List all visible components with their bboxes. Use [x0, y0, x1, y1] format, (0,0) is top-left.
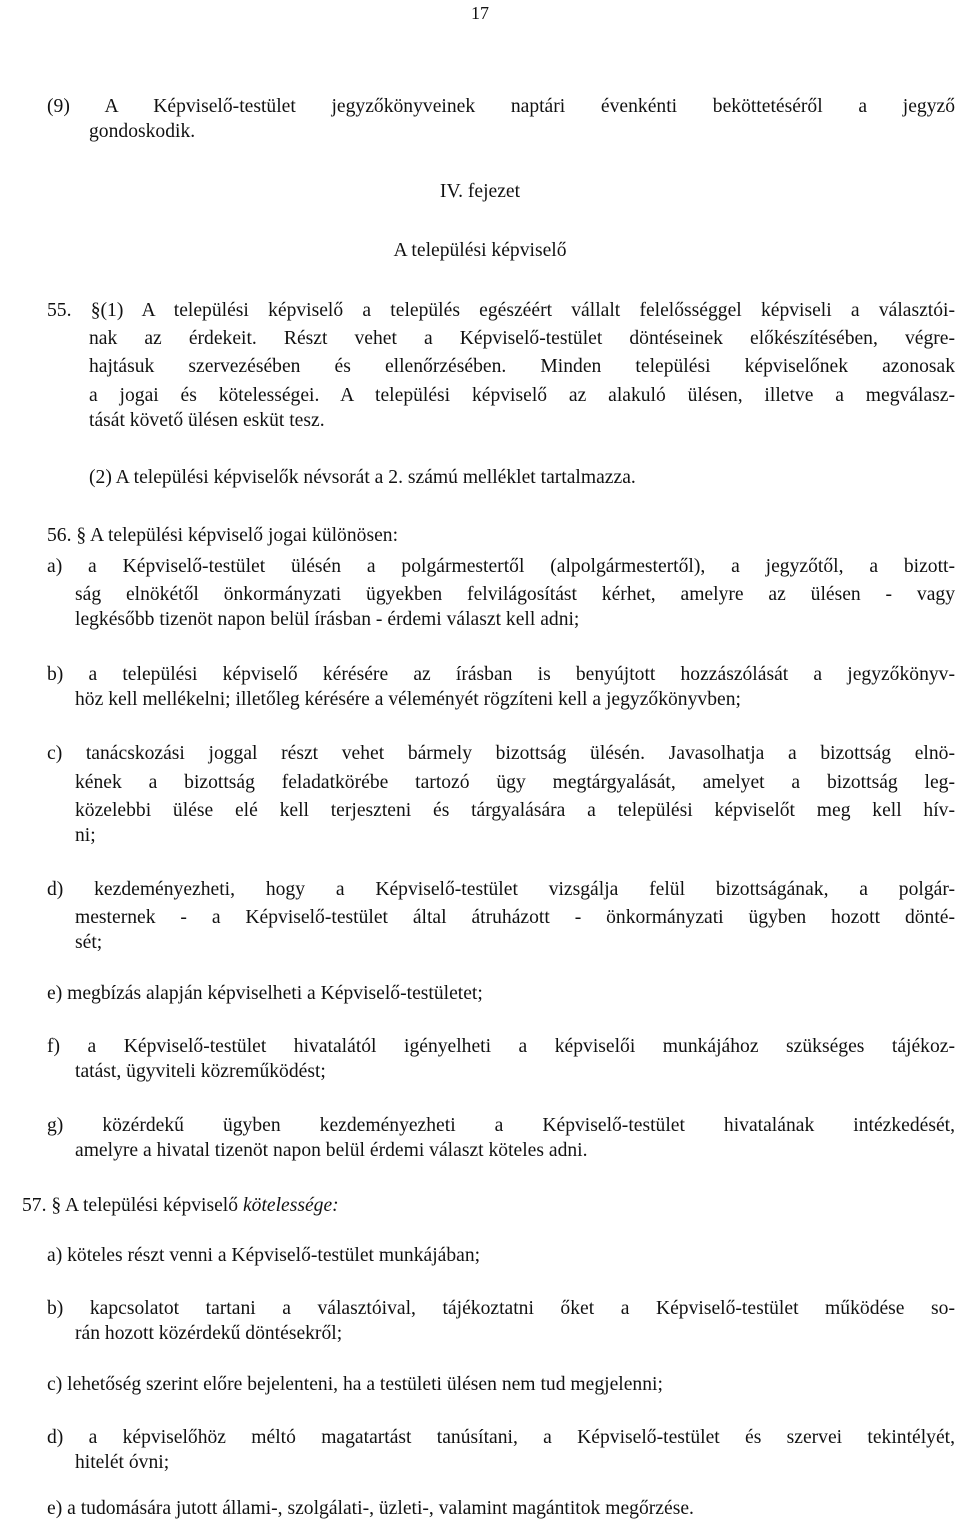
s57-e: e) a tudomására jutott állami-, szolgálati-, üzleti-, valamint magántitok megőrzése.	[47, 1498, 694, 1519]
section-57-heading	[22, 1195, 339, 1217]
s56-f-line1: f) a Képviselő-testület hivatalától igényelheti a képviselői munkájához szükséges tájékoz-	[47, 1036, 955, 1057]
s57-a: a) köteles részt venni a Képviselő-testület munkájában;	[47, 1245, 481, 1266]
s57-d-line2: hitelét óvni;	[75, 1452, 170, 1473]
s56-b-line1: b) a települési képviselő kérésére az írásban is benyújtott hozzászólását a jegyzőkönyv-	[47, 664, 955, 685]
section-55-line3: hajtásuk szervezésében és ellenőrzésében. Minden települési képviselőnek azonosak	[89, 356, 955, 377]
section-57-heading-text: 57. § A települési képviselő	[22, 1195, 243, 1216]
s56-b-line2: höz kell mellékelni; illetőleg kérésére a véleményét rögzíteni kell a jegyzőkönyvben;	[75, 689, 741, 710]
s56-g-line1: g) közérdekű ügyben kezdeményezheti a Képviselő-testület hivatalának intézkedését,	[47, 1115, 955, 1136]
section-55-line1: 55. §(1) A települési képviselő a település egészéért vállalt felelősséggel képviseli a választói-	[47, 300, 955, 321]
chapter-number: IV. fejezet	[439, 181, 521, 202]
s56-a-line2: ság elnökétől önkormányzati ügyekben felvilágosítást kérhet, amelyre az ülésen - vagy	[75, 584, 955, 605]
section-55-line4: a jogai és kötelességei. A települési képviselő az alakuló ülésen, illetve a megválasz-	[89, 385, 955, 406]
s56-d-line2: mesternek - a Képviselő-testület által átruházott - önkormányzati ügyben hozott dönté-	[75, 907, 955, 928]
paragraph-9-line2: gondoskodik.	[89, 121, 196, 142]
section-57-heading-italic: kötelessége:	[242, 1195, 339, 1216]
s56-c-line2: kének a bizottság feladatkörébe tartozó ügy megtárgyalását, amelyet a bizottság leg-	[75, 772, 955, 793]
s56-c-line1: c) tanácskozási joggal részt vehet bármely bizottság ülésén. Javasolhatja a bizottság elnö-	[47, 743, 955, 764]
s56-f-line2: tatást, ügyviteli közreműködést;	[75, 1061, 326, 1082]
s56-a-line3: legkésőbb tizenöt napon belül írásban - érdemi választ kell adni;	[75, 609, 580, 630]
section-56-heading: 56. § A települési képviselő jogai különösen:	[47, 525, 399, 546]
s56-g-line2: amelyre a hivatal tizenöt napon belül érdemi választ köteles adni.	[75, 1140, 588, 1161]
chapter-title: A települési képviselő	[393, 240, 567, 261]
section-55-paragraph-2: (2) A települési képviselők névsorát a 2. számú melléklet tartalmazza.	[89, 467, 636, 488]
s57-b-line1: b) kapcsolatot tartani a választóival, tájékoztatni őket a Képviselő-testület működése so-	[47, 1298, 955, 1319]
s56-c-line3: közelebbi ülése elé kell terjeszteni és tárgyalására a települési képviselőt meg kell hív-	[75, 800, 955, 821]
section-55-line2: nak az érdekeit. Részt vehet a Képviselő-testület döntéseinek előkészítésében, végre-	[89, 328, 955, 349]
s56-e: e) megbízás alapján képviselheti a Képviselő-testületet;	[47, 983, 483, 1004]
s56-d-line3: sét;	[75, 932, 103, 953]
s56-a-line1: a) a Képviselő-testület ülésén a polgármestertől (alpolgármestertől), a jegyzőtől, a bizott-	[47, 556, 955, 577]
s57-c: c) lehetőség szerint előre bejelenteni, ha a testületi ülésen nem tud megjelenni;	[47, 1374, 663, 1395]
s56-c-line4: ni;	[75, 825, 96, 846]
s57-b-line2: rán hozott közérdekű döntésekről;	[75, 1323, 343, 1344]
paragraph-9-line1: (9) A Képviselő-testület jegyzőkönyveinek naptári évenkénti beköttetéséről a jegyző	[47, 96, 955, 117]
s56-d-line1: d) kezdeményezheti, hogy a Képviselő-testület vizsgálja felül bizottságának, a polgár-	[47, 879, 955, 900]
section-55-line5: tását követő ülésen esküt tesz.	[89, 410, 325, 431]
page-number: 17	[471, 3, 489, 23]
s57-d-line1: d) a képviselőhöz méltó magatartást tanúsítani, a Képviselő-testület és szervei tekintélyét,	[47, 1427, 955, 1448]
